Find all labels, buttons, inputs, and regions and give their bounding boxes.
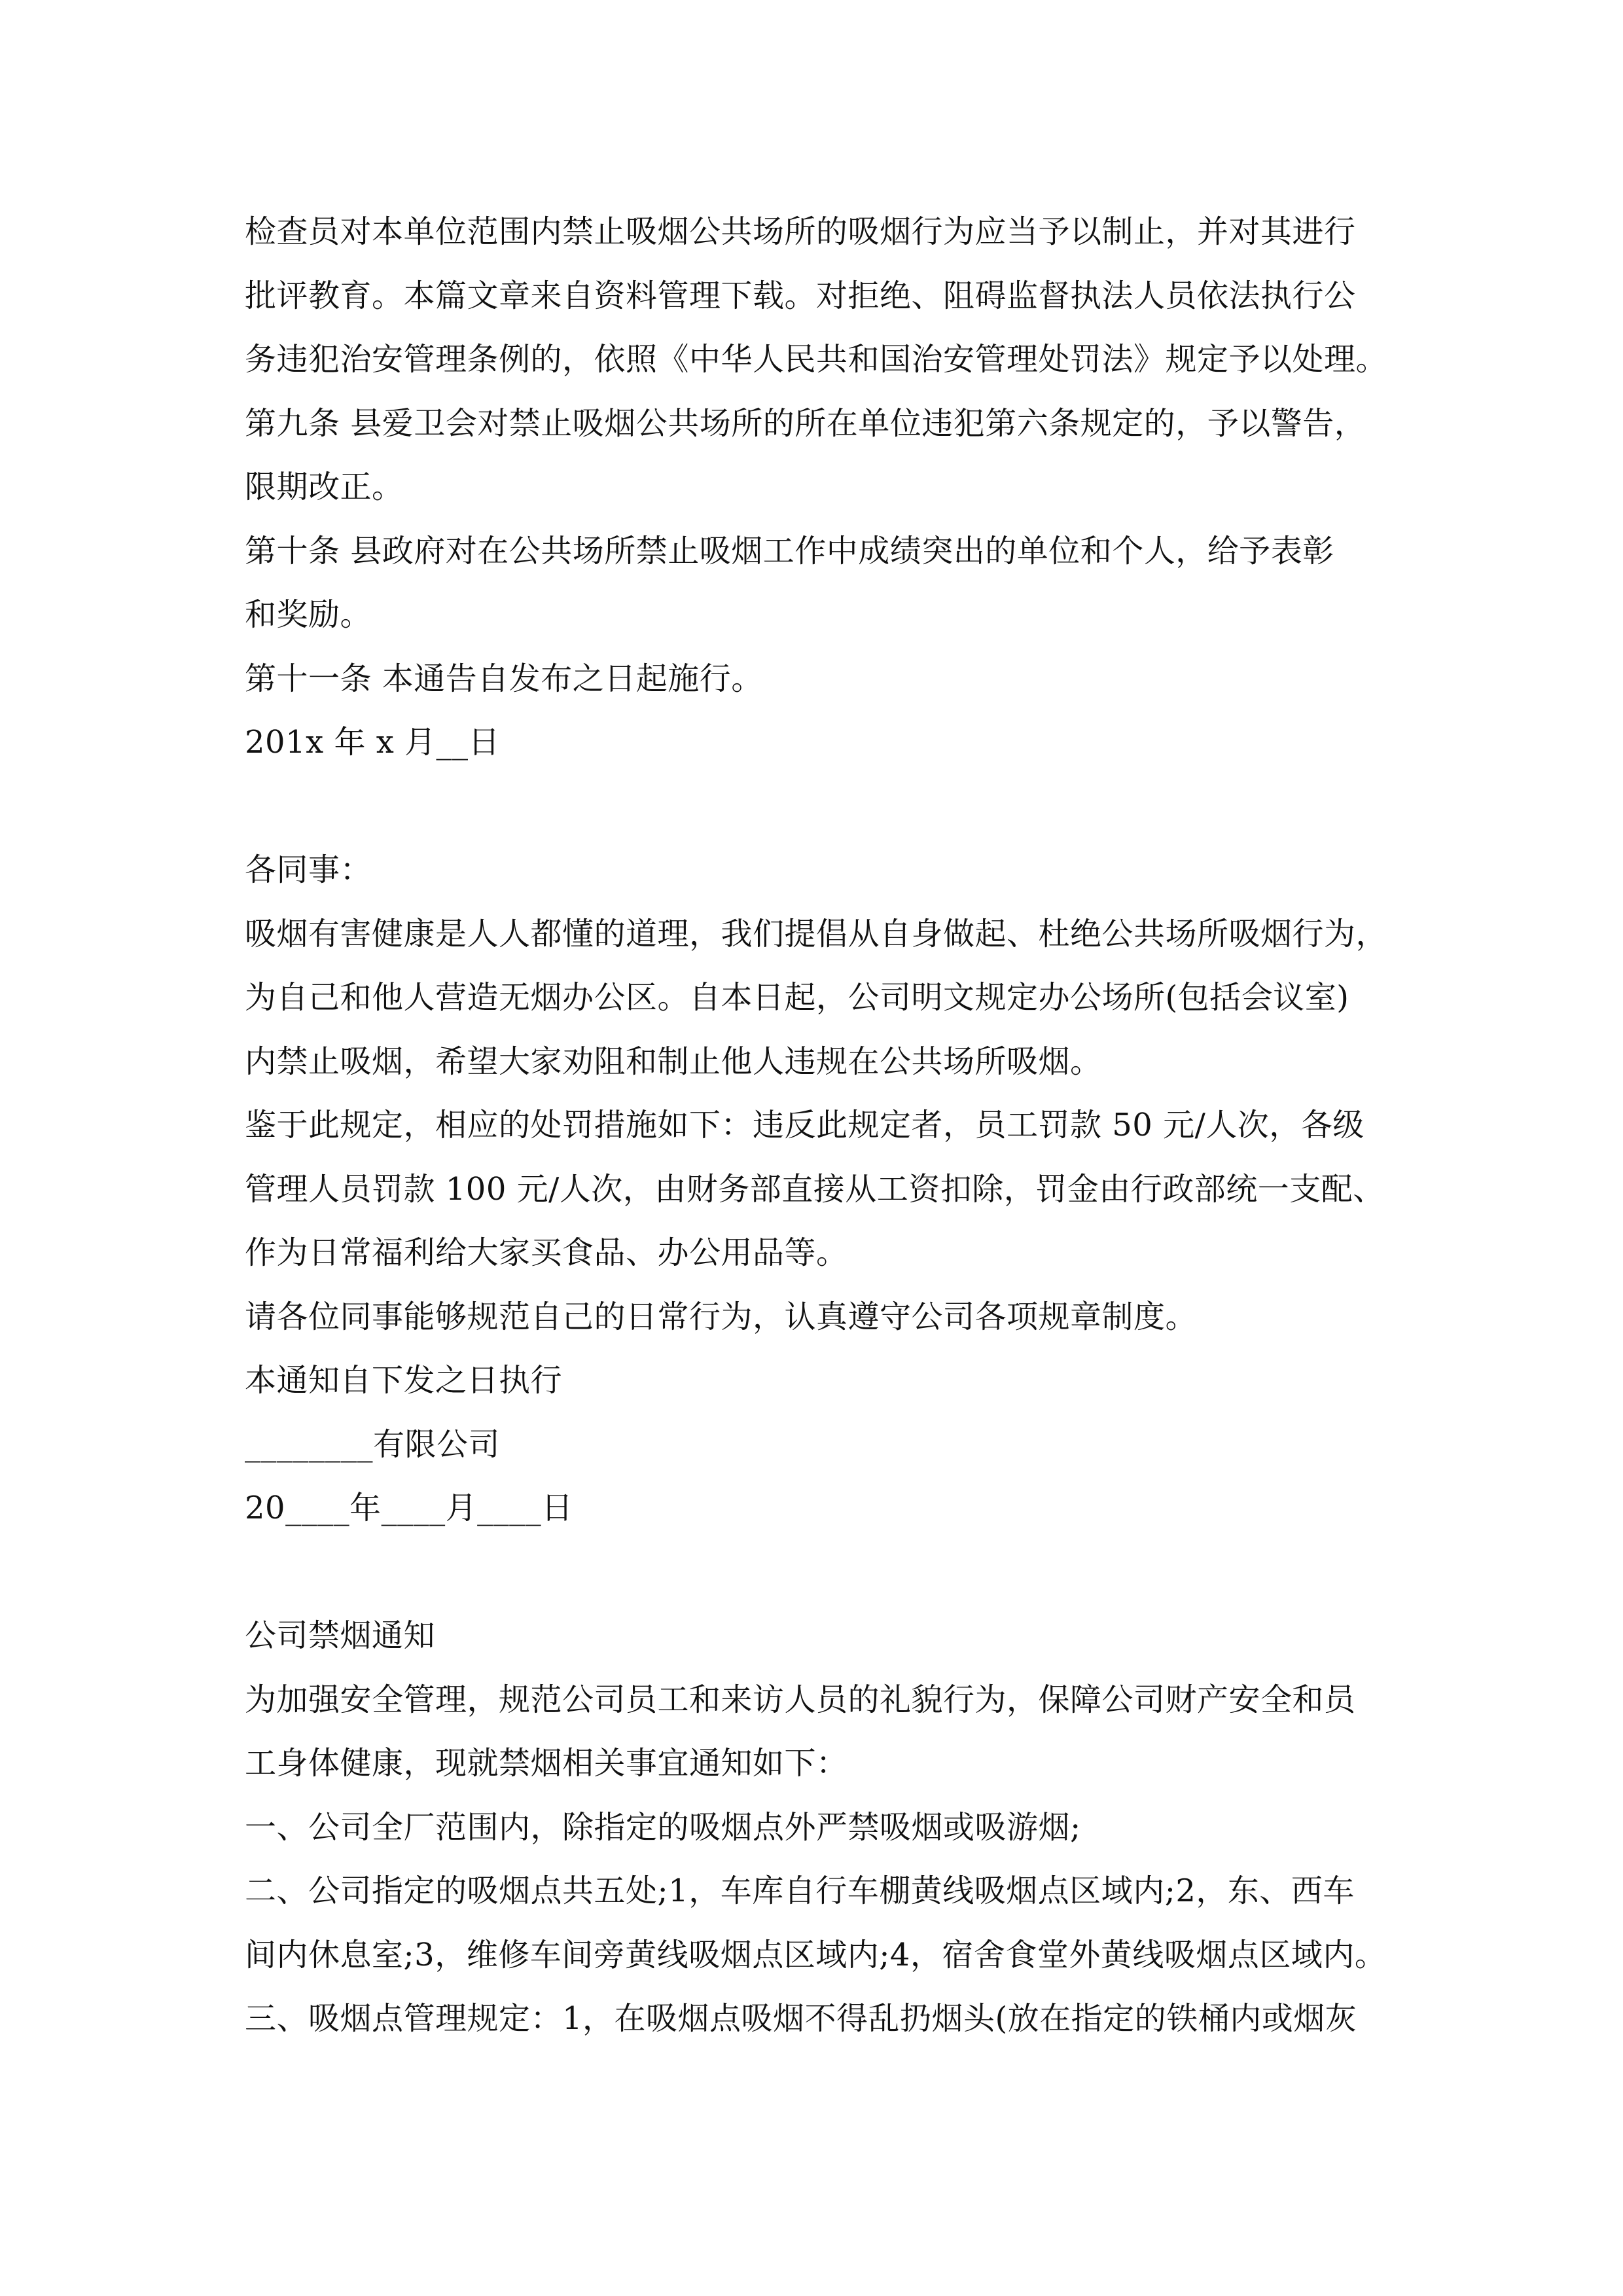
date-line: 201x 年 x 月__日 bbox=[245, 724, 501, 761]
text-line: 批评教育。本篇文章来自资料管理下载。对拒绝、阻碍监督执法人员依法执行公 bbox=[245, 277, 1356, 314]
text-line: 三、吸烟点管理规定：1，在吸烟点吸烟不得乱扔烟头(放在指定的铁桶内或烟灰 bbox=[245, 2000, 1357, 2037]
text-line: 鉴于此规定，相应的处罚措施如下：违反此规定者，员工罚款 50 元/人次，各级 bbox=[245, 1107, 1364, 1143]
text-line: 管理人员罚款 100 元/人次，由财务部直接从工资扣除，罚金由行政部统一支配、 bbox=[245, 1170, 1385, 1208]
text-line: 为自己和他人营造无烟办公区。自本日起，公司明文规定办公场所(包括会议室) bbox=[245, 979, 1349, 1016]
text-line: 限期改正。 bbox=[245, 469, 404, 505]
blank-line bbox=[245, 1541, 1416, 1605]
text-line: 务违犯治安管理条例的，依照《中华人民共和国治安管理处罚法》规定予以处理。 bbox=[245, 341, 1388, 378]
text-line: 工身体健康，现就禁烟相关事宜通知如下： bbox=[245, 1745, 848, 1782]
document-body bbox=[245, 200, 1416, 2051]
text-line: 请各位同事能够规范自己的日常行为，认真遵守公司各项规章制度。 bbox=[245, 1298, 1198, 1335]
text-line: 第十一条 本通告自发布之日起施行。 bbox=[245, 660, 763, 697]
blank-line bbox=[245, 775, 1416, 839]
section-title: 公司禁烟通知 bbox=[245, 1617, 436, 1654]
text-line: 内禁止吸烟，希望大家劝阻和制止他人违规在公共场所吸烟。 bbox=[245, 1043, 1102, 1080]
salutation: 各同事： bbox=[245, 852, 372, 888]
company-signature: ________有限公司 bbox=[245, 1426, 501, 1463]
text-line: 为加强安全管理，规范公司员工和来访人员的礼貌行为，保障公司财产安全和员 bbox=[245, 1681, 1356, 1718]
text-line: 二、公司指定的吸烟点共五处;1，车库自行车棚黄线吸烟点区域内;2，东、西车 bbox=[245, 1873, 1355, 1909]
text-line: 检查员对本单位范围内禁止吸烟公共场所的吸烟行为应当予以制止，并对其进行 bbox=[245, 213, 1356, 250]
date-line: 20____年____月____日 bbox=[245, 1490, 573, 1526]
text-line: 和奖励。 bbox=[245, 596, 372, 633]
text-line: 作为日常福利给大家买食品、办公用品等。 bbox=[245, 1234, 848, 1271]
text-line: 第十条 县政府对在公共场所禁止吸烟工作中成绩突出的单位和个人，给予表彰 bbox=[245, 532, 1334, 569]
text-line: 一、公司全厂范围内，除指定的吸烟点外严禁吸烟或吸游烟; bbox=[245, 1808, 1081, 1846]
text-line: 吸烟有害健康是人人都懂的道理，我们提倡从自身做起、杜绝公共场所吸烟行为， bbox=[245, 915, 1388, 952]
text-line: 本通知自下发之日执行 bbox=[245, 1362, 563, 1399]
text-line: 第九条 县爱卫会对禁止吸烟公共场所的所在单位违犯第六条规定的，予以警告， bbox=[245, 404, 1366, 442]
text-line: 间内休息室;3，维修车间旁黄线吸烟点区域内;4，宿舍食堂外黄线吸烟点区域内。 bbox=[245, 1936, 1387, 1973]
